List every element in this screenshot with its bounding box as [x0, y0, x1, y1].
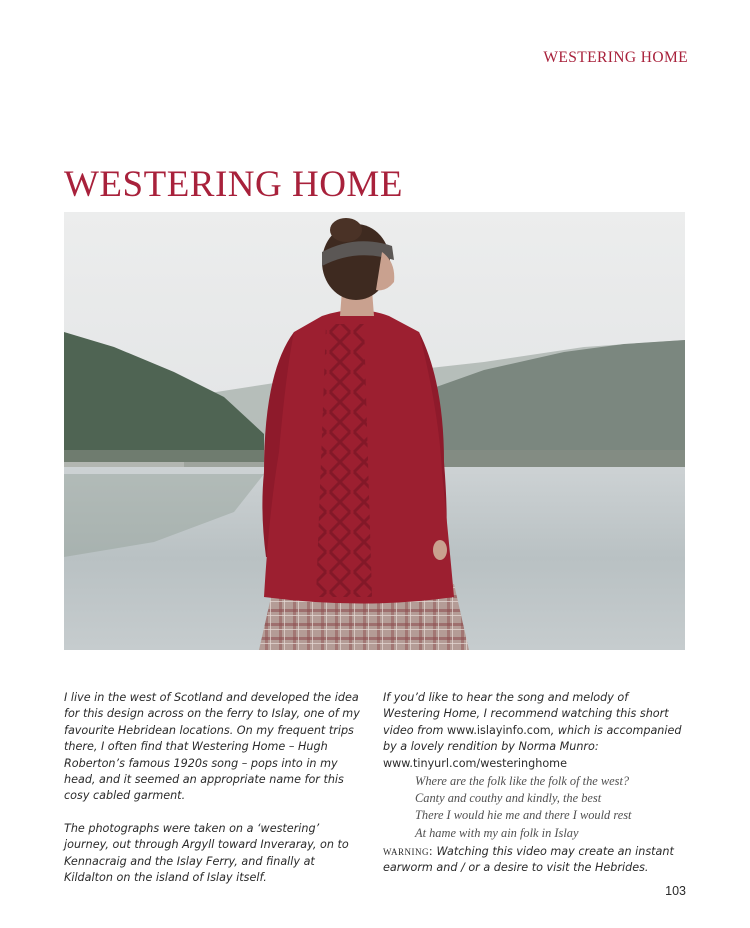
left-column — [64, 690, 364, 886]
song-paragraph — [383, 690, 683, 772]
song-text-part-1: If you’d like to hear the song and melody of Westering Home, I recommend watching this short video from — [383, 691, 669, 737]
warning-paragraph — [383, 843, 683, 877]
hand — [433, 540, 447, 560]
warning-label: warning: — [383, 843, 433, 858]
right-column — [383, 690, 683, 877]
warning-text: Watching this video may create an instant earworm and / or a desire to visit the Hebrides. — [383, 844, 674, 875]
verse-line: There I would hie me and there I would rest — [415, 808, 632, 823]
song-verse — [415, 773, 683, 842]
cover-photo — [64, 212, 685, 650]
verse-line: Where are the folk like the folk of the west? — [415, 774, 630, 789]
verse-line: Canty and couthy and kindly, the best — [415, 791, 602, 806]
photography-paragraph: The photographs were taken on a ‘westering’ journey, out through Argyll toward Inveraray, on to Kennacraig and the Islay Ferry, and finally at Kildalton on the island of Islay itself. — [64, 821, 349, 885]
verse-line: At hame with my ain folk in Islay — [415, 825, 579, 840]
song-text-part-2: , which is accompanied by a lovely rendition by Norma Munro: — [383, 723, 682, 754]
hair-bun — [330, 218, 362, 242]
intro-paragraph: I live in the west of Scotland and developed the idea for this design across on the ferry to Islay, one of my favourite Hebridean locations. On my frequent trips there, I often find that Westering Home – Hugh Roberton’s famous 1920s song – pops into in my head, and it seemed an appropriate name for this cosy cabled garment. — [64, 691, 360, 803]
page-title: WESTERING HOME — [64, 164, 403, 205]
running-head: WESTERING HOME — [543, 49, 688, 66]
tinyurl-link[interactable]: www.tinyurl.com/​westeringhome — [383, 756, 567, 770]
page-number: 103 — [665, 884, 686, 898]
islayinfo-link[interactable]: www.islayinfo.com — [446, 723, 551, 737]
